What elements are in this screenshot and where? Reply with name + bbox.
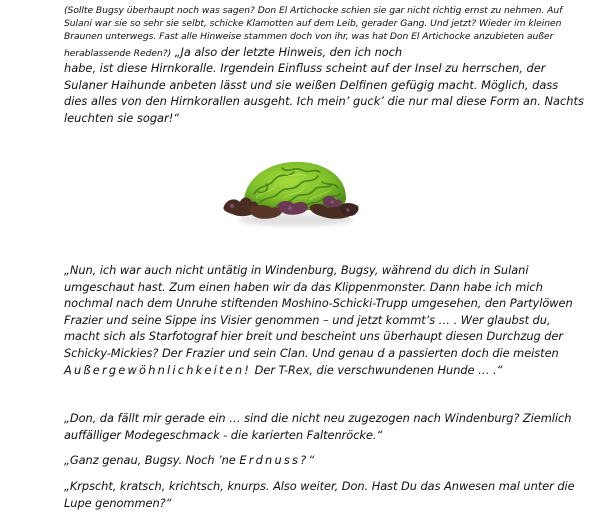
paragraph-text: „Nun, ich war auch nicht untätig in Windenburg, Bugsy, während du dich in Sulani umgeschaut hast. Zum einen haben wir da das Klippenmonster. Dann habe ich mich nochmal nach dem Unruhe stiftenden Moshino-Schicki-Trupp umgesehen, den Partylöwen Frazier und seine Sippe ins Visier genommen – und jetzt kommt’s … . Wer glaubst du, macht sich als Starfotograf hier breit und bescheint uns überhaupt diesen Durchzug der Schicky-Mickies? Der Frazier und sein Clan. Und genau d a passierten doch die meisten <box>64 263 573 360</box>
paragraph-text: „Ganz genau, Bugsy. Noch ’ne <box>64 453 240 467</box>
paragraph-bugsy-reply: „Don, da fällt mir gerade ein … sind die nicht neu zugezogen nach Windenburg? Ziemlich auffälliger Modegeschmack - die karierten Faltenröcke.“ <box>64 411 572 442</box>
paragraph-text: “ <box>308 453 315 467</box>
paragraph-crunch: „Krpscht, kratsch, krichtsch, knurps. Also weiter, Don. Hast Du das Anwesen mal unter die Lupe genommen?“ <box>64 479 575 510</box>
brain-coral-image <box>220 154 364 234</box>
spaced-emphasis: Erdnuss? <box>239 453 309 467</box>
intro-paragraph <box>64 0 584 60</box>
brain-coral-icon <box>220 154 364 234</box>
paragraph-peanut <box>64 452 584 469</box>
document-page <box>64 0 584 510</box>
intro-aside-text: (Sollte Bugsy überhaupt noch was sagen? Don El Artichocke schien sie gar nicht richtig ernst zu nehmen. Auf Sulani war sie so sehr sie selbt, schicke Klamotten auf dem Leib, gerader Gang. Und jetzt? Wieder im kleinen Braunen unterwegs. Fast alle Hinweise stammen doch von ihr, was hat Don El Artichocke anzubieten außer herablassende Reden?) <box>64 5 563 59</box>
intro-quote-start: „Ja also der letzte Hinweis, den ich noch <box>171 44 403 59</box>
paragraph-text: Der T-Rex, die verschwundenen Hunde … .“ <box>251 362 503 377</box>
intro-quote-continued: habe, ist diese Hirnkoralle. Irgendein Einfluss scheint auf der Insel zu herrschen, der Sulaner Haihunde anbeten lässt und sie weißen Delfinen gefügig macht. Möglich, dass dies alles von den Hirnkorallen ausgeht. Ich mein’ guck’ die nur mal diese Form an. Nachts leuchten sie sogar!“ <box>64 61 584 125</box>
paragraph-don-windenburg <box>64 262 584 378</box>
spaced-emphasis: Außergewöhnlichkeiten! <box>64 362 252 377</box>
